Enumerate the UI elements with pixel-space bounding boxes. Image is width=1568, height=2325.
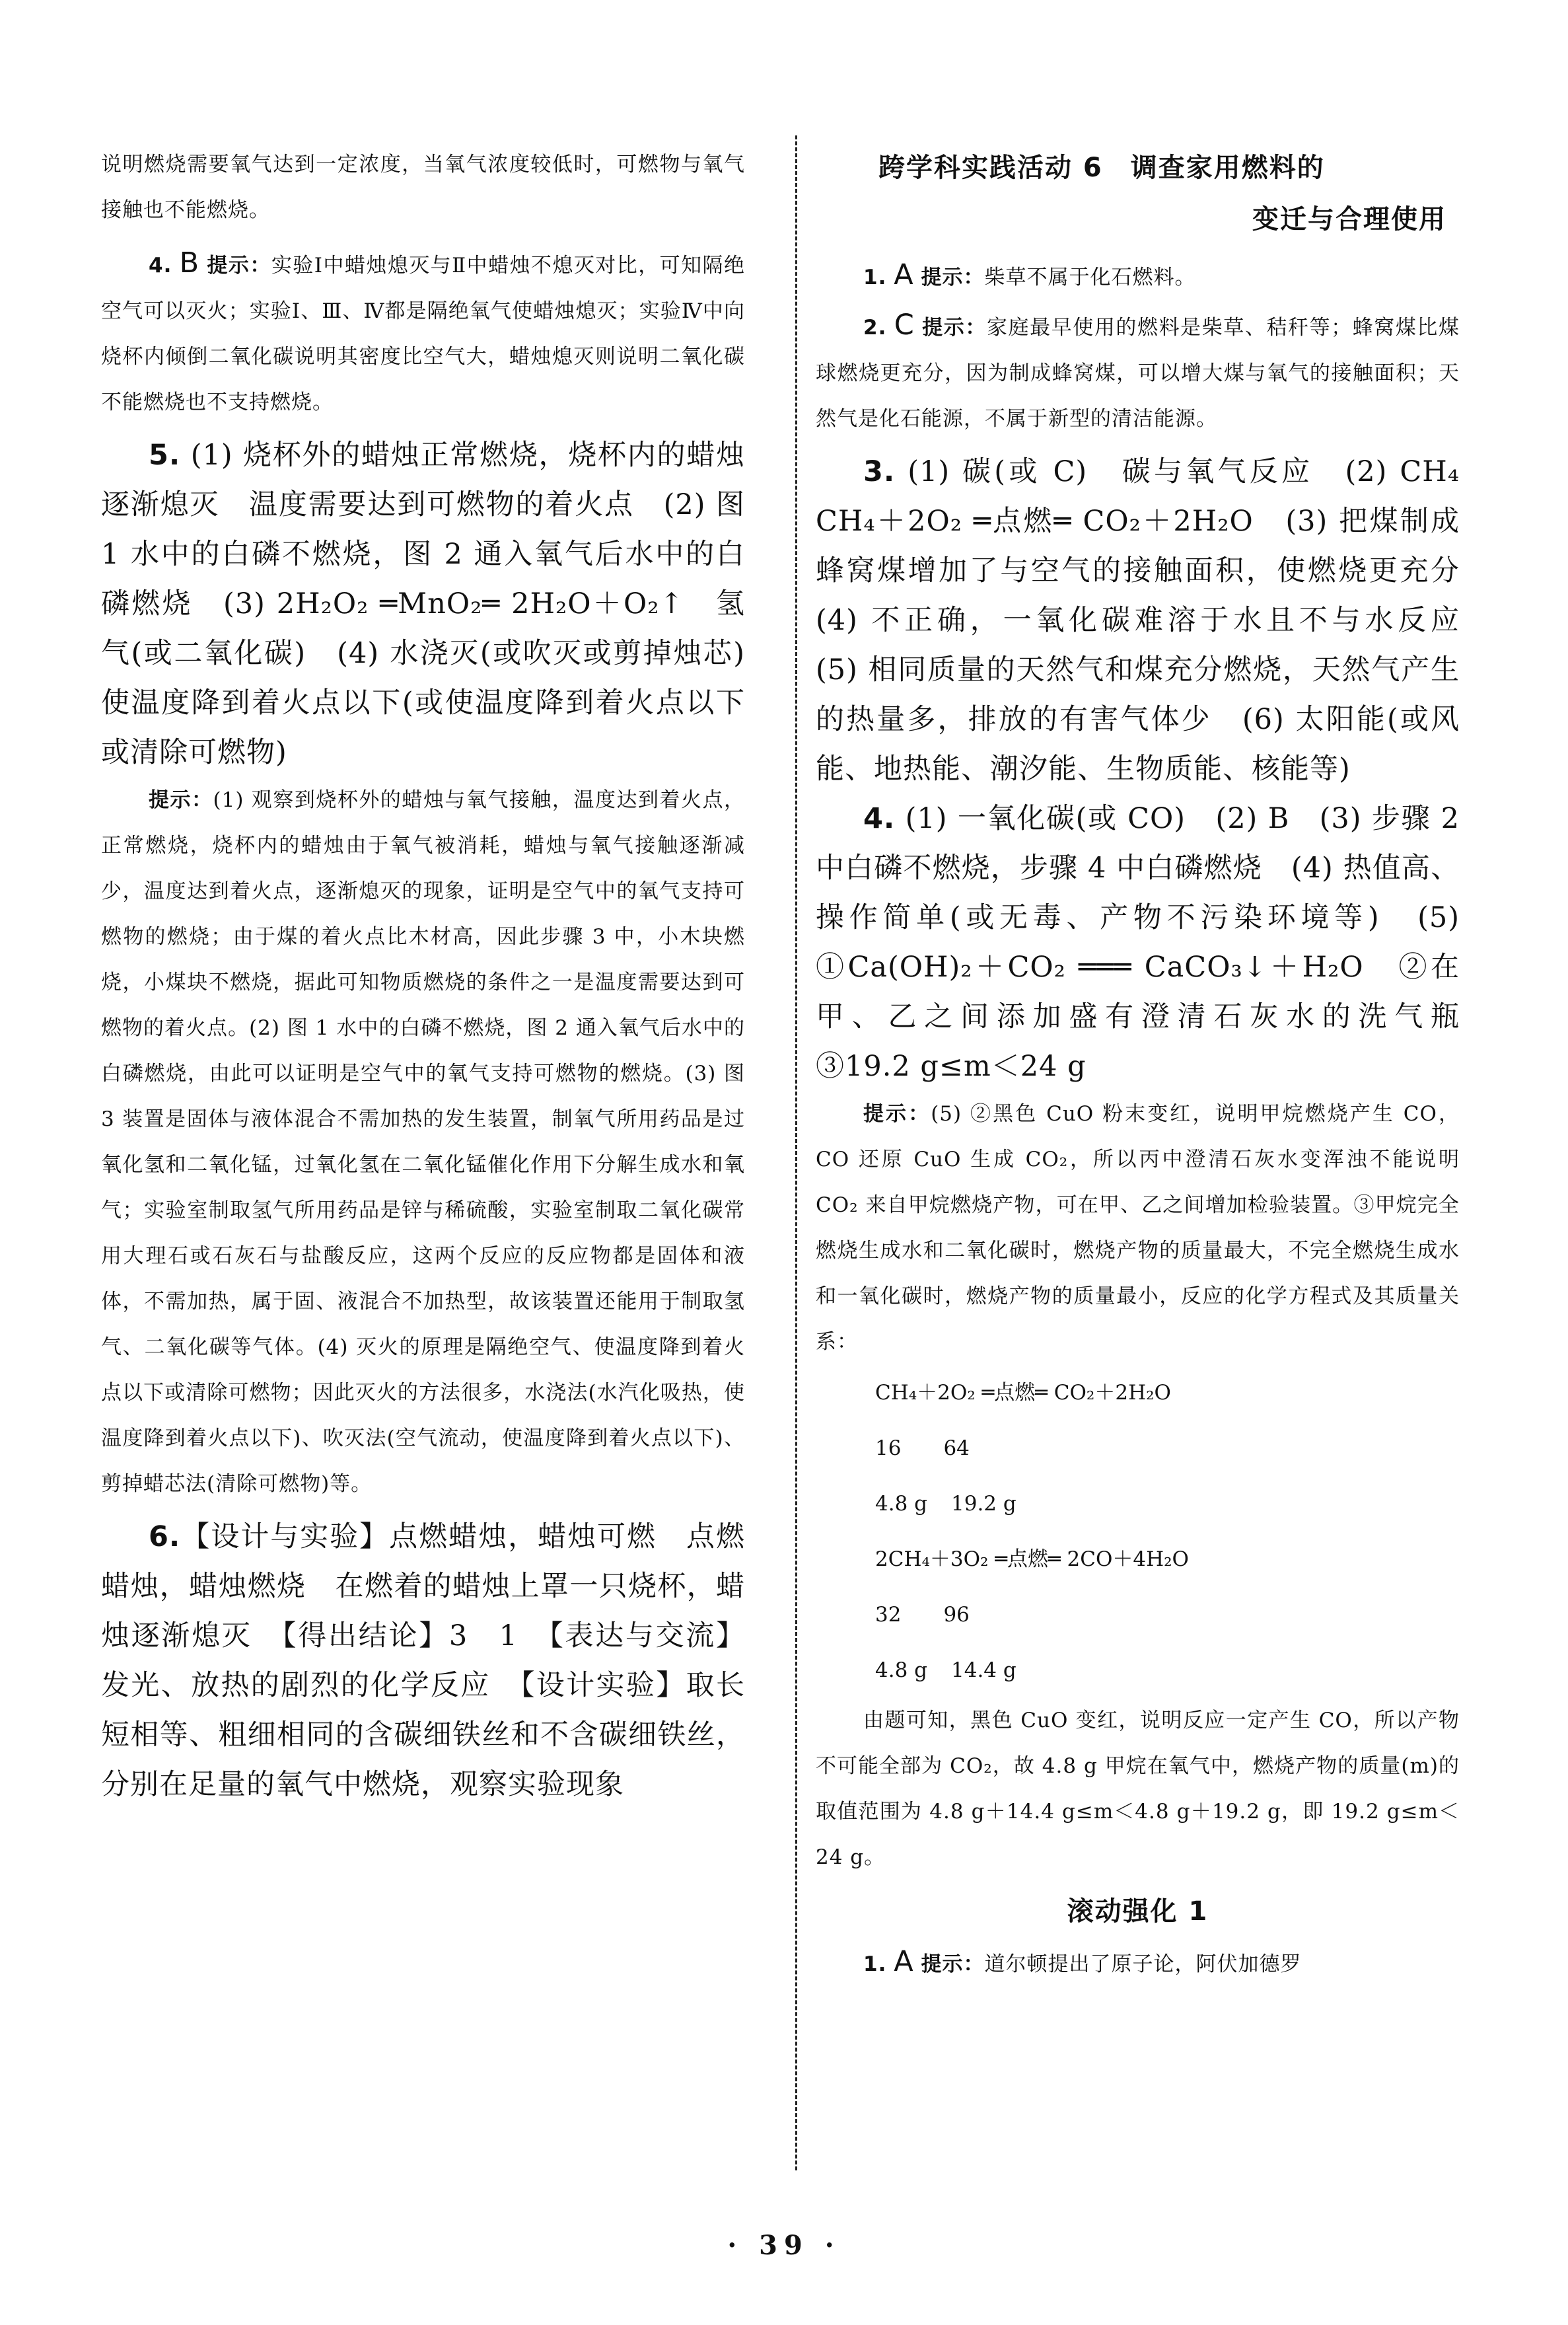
eq1-mass-2: 64 [943,1436,970,1460]
left-q5-number: 5. [149,439,181,472]
equation-2-masses [816,1587,1460,1642]
left-q6 [101,1512,745,1810]
eq2-value-1: 4.8 g [875,1658,927,1682]
right-s2-q1-hint: 道尔顿提出了原子论，阿伏加德罗 [984,1952,1302,1976]
right-s2-q1 [816,1937,1460,1987]
eq2-mass-2: 96 [943,1603,970,1627]
equation-2: 2CH₄＋3O₂ ═点燃═ 2CO＋4H₂O [875,1547,1189,1571]
right-q1-answer: A [894,258,914,291]
left-q4-number: 4. [149,254,172,277]
left-q5-hint-para [101,778,745,1507]
eq1-value-1: 4.8 g [875,1492,927,1516]
right-conclusion: 由题可知，黑色 CuO 变红，说明反应一定产生 CO，所以产物不可能全部为 CO₂，故 4.8 g 甲烷在氧气中，燃烧产物的质量(m)的取值范围为 4.8 g＋14.4 g≤m＜4.8 g＋19.2 g，即 19.2 g≤m＜24 g。 [816,1709,1460,1869]
right-column [816,142,1489,1987]
section-title-line1: 跨学科实践活动 6 调查家用燃料的 [878,153,1325,183]
right-q4-hint-label: 提示： [863,1102,931,1126]
right-q4-hint-para [816,1091,1460,1365]
right-q2-hint-label: 提示： [922,316,987,340]
right-q4-number: 4. [863,802,896,835]
right-q3-answer: (1) 碳(或 C) 碳与氧气反应 (2) CH₄ CH₄＋2O₂ ═点燃═ CO₂＋2H₂O (3) 把煤制成蜂窝煤增加了与空气的接触面积，使燃烧更充分 (4) 不正确，一氧化碳难溶于水且不与水反应 (5) 相同质量的天然气和煤充分燃烧，天然气产生的热量多，排放的有害气体少 (6) 太阳能(或风能、地热能、潮汐能、生物质能、核能等) [816,455,1489,786]
right-s2-q1-hint-label: 提示： [921,1952,985,1976]
right-s2-q1-number: 1. [863,1952,887,1976]
right-q2 [816,301,1460,442]
equation-1: CH₄＋2O₂ ═点燃═ CO₂＋2H₂O [875,1381,1171,1405]
left-q4-answer: B [179,246,200,279]
eq2-value-2: 14.4 g [951,1658,1016,1682]
left-intro-text: 说明燃烧需要氧气达到一定浓度，当氧气浓度较低时，可燃物与氧气接触也不能燃烧。 [101,153,745,222]
left-q5-hint-label: 提示： [149,788,213,812]
left-q5-answer: (1) 烧杯外的蜡烛正常燃烧，烧杯内的蜡烛逐渐熄灭 温度需要达到可燃物的着火点 (2) 图 1 水中的白磷不燃烧，图 2 通入氧气后水中的白磷燃烧 (3) 2H₂O₂ ═MnO₂═ 2H₂O＋O₂↑ 氢气(或二氧化碳) (4) 水浇灭(或吹灭或剪掉烛芯) 使温度降到着火点以下(或使温度降到着火点以下或清除可燃物) [101,439,774,769]
left-q5-hint: (1) 观察到烧杯外的蜡烛与氧气接触，温度达到着火点，正常燃烧，烧杯内的蜡烛由于氧气被消耗，蜡烛与氧气接触逐渐减少，温度达到着火点，逐渐熄灭的现象，证明是空气中的氧气支持可燃物的燃烧；由于煤的着火点比木材高，因此步骤 3 中，小木块燃烧，小煤块不燃烧，据此可知物质燃烧的条件之一是温度需要达到可燃物的着火点。(2) 图 1 水中的白磷不燃烧，图 2 通入氧气后水中的白磷燃烧，由此可以证明是空气中的氧气支持可燃物的燃烧。(3) 图 3 装置是固体与液体混合不需加热的发生装置，制氧气所用药品是过氧化氢和二氧化锰，过氧化氢在二氧化锰催化作用下分解生成水和氧气；实验室制取氢气所用药品是锌与稀硫酸，实验室制取二氧化碳常用大理石或石灰石与盐酸反应，这两个反应的反应物都是固体和液体，不需加热，属于固、液混合不加热型，故该装置还能用于制取氢气、二氧化碳等气体。(4) 灭火的原理是隔绝空气、使温度降到着火点以下或清除可燃物；因此灭火的方法很多，水浇法(水汽化吸热，使温度降到着火点以下)、吹灭法(空气流动，使温度降到着火点以下)、剪掉蜡芯法(清除可燃物)等。 [101,788,746,1496]
left-column [101,142,774,1810]
right-q1-number: 1. [863,266,887,289]
eq1-mass-1: 16 [875,1436,902,1460]
eq1-value-2: 19.2 g [951,1492,1016,1516]
column-divider [795,135,797,2170]
right-q4 [816,794,1489,1091]
left-q5 [101,431,774,778]
right-q3 [816,447,1489,794]
equation-1-masses [816,1421,1460,1476]
right-q1-hint-label: 提示： [921,266,985,289]
right-s2-q1-answer: A [894,1945,914,1978]
left-q6-answer: 【设计与实验】点燃蜡烛，蜡烛可燃 点燃蜡烛，蜡烛燃烧 在燃着的蜡烛上罩一只烧杯，蜡烛逐渐熄灭 【得出结论】3 1 【表达与交流】发光、放热的剧烈的化学反应 【设计实验】取长短相等、粗细相同的含碳细铁丝和不含碳细铁丝，分别在足量的氧气中燃烧，观察实验现象 [101,1520,745,1801]
left-q4-hint-label: 提示： [207,254,271,277]
right-q1-hint: 柴草不属于化石燃料。 [984,266,1196,289]
section-title-rolling: 滚动强化 1 [1067,1896,1209,1927]
right-q4-answer: (1) 一氧化碳(或 CO) (2) B (3) 步骤 2 中白磷不燃烧，步骤 4 中白磷燃烧 (4) 热值高、操作简单(或无毒、产物不污染环境等) (5) ①Ca(OH)₂＋CO₂ ═══ CaCO₃↓＋H₂O ②在甲、乙之间添加盛有澄清石灰水的洗气瓶 ③19.2 g≤m＜24 g [816,802,1489,1083]
right-q2-number: 2. [863,316,887,340]
equation-1-values [816,1476,1460,1532]
eq2-mass-1: 32 [875,1603,902,1627]
right-q1 [816,250,1460,301]
right-q4-hint: (5) ②黑色 CuO 粉末变红，说明甲烷燃烧产生 CO，CO 还原 CuO 生成 CO₂，所以丙中澄清石灰水变浑浊不能说明 CO₂ 来自甲烷燃烧产物，可在甲、乙之间增加检验装置。③甲烷完全燃烧生成水和二氧化碳时，燃烧产物的质量最大，不完全燃烧生成水和一氧化碳时，燃烧产物的质量最小，反应的化学方程式及其质量关系： [816,1102,1460,1354]
left-q4-hint: 实验Ⅰ中蜡烛熄灭与Ⅱ中蜡烛不熄灭对比，可知隔绝空气可以灭火；实验Ⅰ、Ⅲ、Ⅳ都是隔绝氧气使蜡烛熄灭；实验Ⅳ中向烧杯内倾倒二氧化碳说明其密度比空气大，蜡烛熄灭则说明二氧化碳不能燃烧也不支持燃烧。 [101,254,745,414]
left-q4 [101,239,745,425]
right-q2-hint: 家庭最早使用的燃料是柴草、秸秆等；蜂窝煤比煤球燃烧更充分，因为制成蜂窝煤，可以增大煤与氧气的接触面积；天然气是化石能源，不属于新型的清洁能源。 [816,316,1460,431]
left-q6-number: 6. [149,1520,181,1553]
section-title-line2: 变迁与合理使用 [1252,204,1446,235]
page-number: · 39 · [727,2230,841,2261]
equation-2-values [816,1642,1460,1698]
right-q3-number: 3. [863,455,896,488]
right-q2-answer: C [894,309,915,342]
